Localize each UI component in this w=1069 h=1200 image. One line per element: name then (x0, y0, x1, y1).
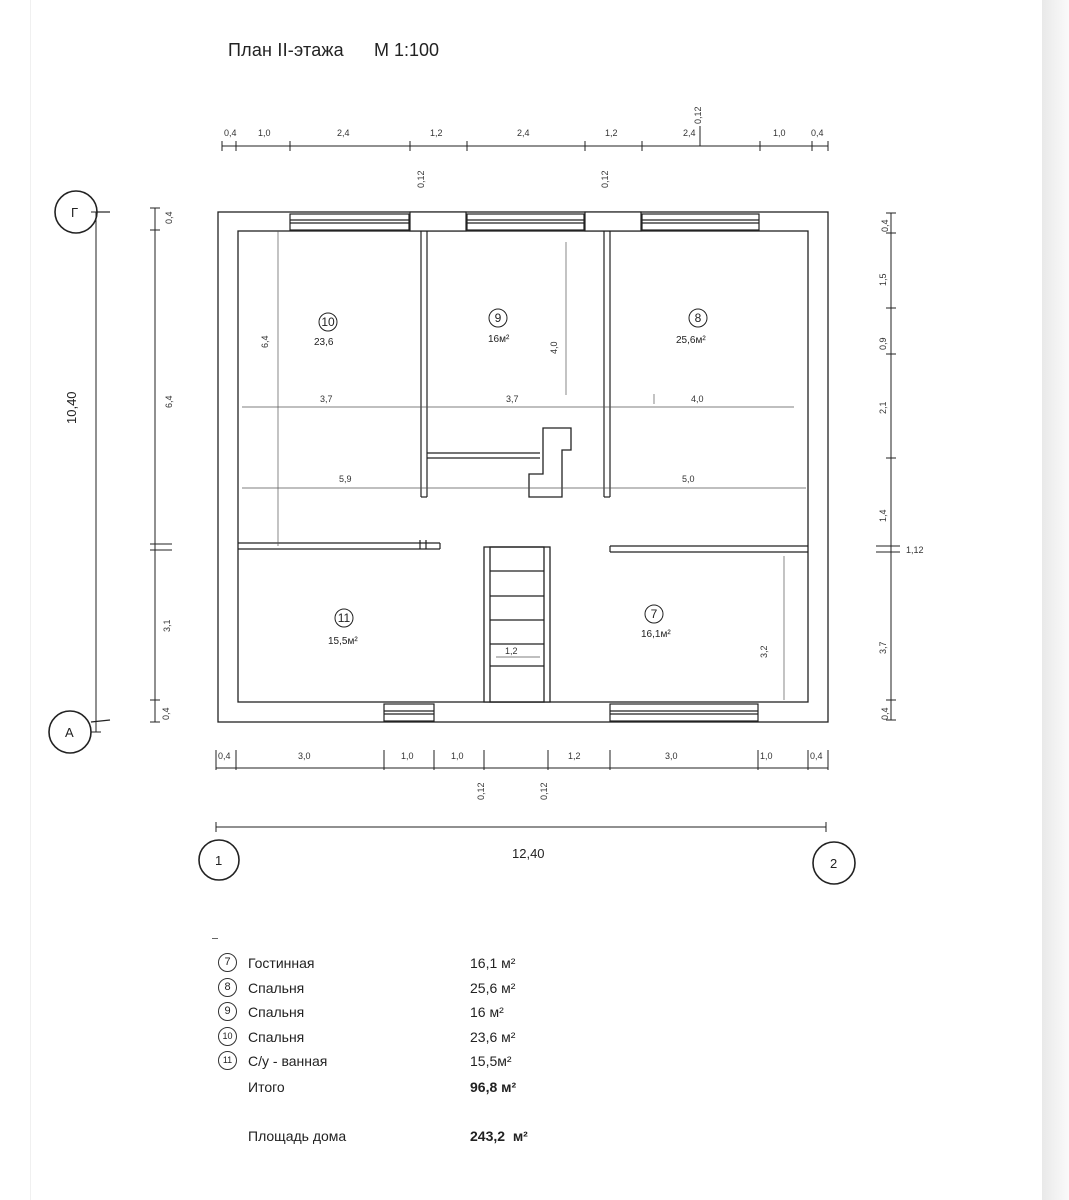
staircase (484, 547, 550, 702)
chimney-block (529, 428, 571, 497)
row1-mid: 3,7 (506, 394, 519, 404)
bottom-dim-7: 0,4 (810, 751, 823, 761)
top-dim-7: 1,0 (773, 128, 786, 138)
legend-number: 8 (218, 978, 237, 997)
bottom-dim-3: 1,0 (451, 751, 464, 761)
legend-room-name: Спальня (248, 1029, 305, 1045)
legend-room-area: 16 м² (470, 1004, 504, 1020)
interior-walls (238, 231, 808, 552)
top-wall-thickness-2: 0,12 (416, 170, 426, 188)
legend-room-name: Спальня (248, 980, 305, 996)
axis-label-g: Г (71, 205, 79, 220)
room-area-7: 16,1м² (641, 629, 671, 640)
room-area-9: 16м² (488, 334, 510, 345)
right-dimension-labels (878, 219, 924, 720)
legend-row (218, 1051, 558, 1071)
legend-room-area: 23,6 м² (470, 1029, 516, 1045)
room-area-11: 15,5м² (328, 636, 358, 647)
row2-left: 5,9 (339, 474, 352, 484)
right-dim-7: 0,4 (880, 707, 890, 720)
legend-number: 10 (218, 1027, 237, 1046)
bottom-dim-5: 3,0 (665, 751, 678, 761)
top-dim-6: 2,4 (683, 128, 696, 138)
left-dimension-labels (64, 211, 174, 720)
room9-height: 4,0 (549, 341, 559, 354)
right-dim-1: 1,5 (878, 273, 888, 286)
right-dim-0: 0,4 (880, 219, 890, 232)
room-number-9: 9 (494, 311, 502, 325)
row1-left: 3,7 (320, 394, 333, 404)
top-dim-2: 2,4 (337, 128, 350, 138)
legend-room-name: Гостинная (248, 955, 315, 971)
left-total-dim: 10,40 (64, 391, 79, 424)
room-number-7: 7 (650, 607, 658, 621)
room-number-11: 11 (337, 611, 351, 625)
bottom-wall-thickness-2: 0,12 (539, 782, 549, 800)
legend-dash (212, 938, 218, 939)
legend-room-area: 25,6 м² (470, 980, 516, 996)
legend-total-row (218, 1077, 558, 1097)
right-dim-3: 2,1 (878, 401, 888, 414)
top-dimension-labels (224, 106, 824, 188)
row1-right: 4,0 (691, 394, 704, 404)
legend-number: 11 (218, 1051, 237, 1070)
legend-room-area: 16,1 м² (470, 955, 516, 971)
legend-row (218, 978, 558, 998)
top-dim-0: 0,4 (224, 128, 237, 138)
axis-label-1: 1 (215, 853, 223, 868)
bottom-dim-1: 3,0 (298, 751, 311, 761)
top-wall-thickness-3: 0,12 (600, 170, 610, 188)
legend-number: 9 (218, 1002, 237, 1021)
room-number-8: 8 (694, 311, 702, 325)
bottom-wall-thickness-1: 0,12 (476, 782, 486, 800)
top-dim-1: 1,0 (258, 128, 271, 138)
bottom-windows (384, 704, 758, 721)
house-area-value: 243,2 м² (470, 1128, 528, 1144)
legend-room-name: С/у - ванная (248, 1053, 328, 1069)
legend-row (218, 1002, 558, 1022)
legend-house-row (218, 1126, 558, 1146)
right-dim-6: 3,7 (878, 641, 888, 654)
axis-label-2: 2 (830, 856, 838, 871)
plan-title: План II-этажа (228, 40, 344, 60)
bottom-dim-4: 1,2 (568, 751, 581, 761)
bottom-dimension-labels (218, 751, 823, 800)
bottom-dim-0: 0,4 (218, 751, 231, 761)
left-dim-2: 3,1 (162, 619, 172, 632)
legend-room-name: Спальня (248, 1004, 305, 1020)
legend-row (218, 953, 558, 973)
bottom-dim-2: 1,0 (401, 751, 414, 761)
room7-height: 3,2 (759, 645, 769, 658)
top-dim-8: 0,4 (811, 128, 824, 138)
room-area-8: 25,6м² (676, 335, 706, 346)
room-number-10: 10 (321, 315, 335, 329)
top-windows (290, 212, 759, 231)
legend-row (218, 1027, 558, 1047)
legend-total-value: 96,8 м² (470, 1079, 517, 1095)
house-area-label: Площадь дома (248, 1128, 347, 1144)
top-dim-5: 1,2 (605, 128, 618, 138)
right-dim-5: 1,12 (906, 545, 924, 555)
left-dim-0: 0,4 (164, 211, 174, 224)
plan-scale: М 1:100 (374, 40, 440, 60)
stair-width: 1,2 (505, 646, 518, 656)
right-dim-4: 1,4 (878, 509, 888, 522)
legend-room-area: 15,5м² (470, 1053, 512, 1069)
room10-height: 6,4 (260, 335, 270, 348)
axis-label-a: А (65, 725, 74, 740)
legend-total-label: Итого (248, 1079, 285, 1095)
overall-width-label: 12,40 (512, 846, 545, 861)
top-wall-thickness: 0,12 (693, 106, 703, 124)
top-dim-4: 2,4 (517, 128, 530, 138)
top-dim-3: 1,2 (430, 128, 443, 138)
room-area-10: 23,6 (314, 337, 334, 348)
bottom-dim-6: 1,0 (760, 751, 773, 761)
right-dim-2: 0,9 (878, 337, 888, 350)
legend-number: 7 (218, 953, 237, 972)
left-dim-1: 6,4 (164, 395, 174, 408)
row2-right: 5,0 (682, 474, 695, 484)
left-dim-3: 0,4 (161, 707, 171, 720)
